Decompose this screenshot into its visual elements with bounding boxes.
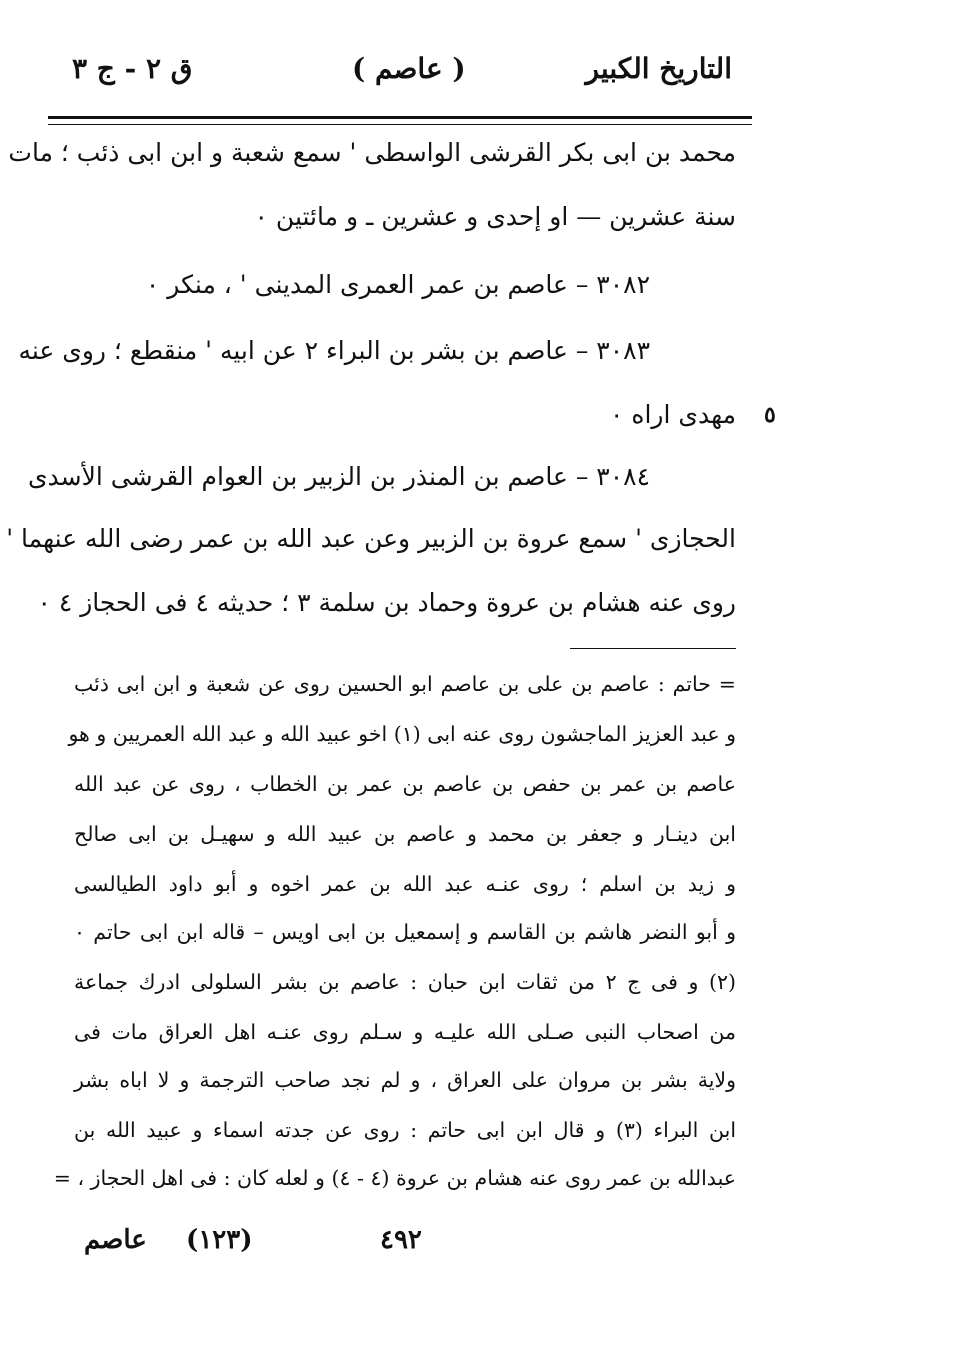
text-line: الحجازى ' سمع عروة بن الزبير وعن عبد الله بن عمر رضى الله عنهما ' xyxy=(6,524,736,553)
text-line: مهدى اراه ٠ xyxy=(610,400,736,429)
entry-3084: ٣٠٨٤ – عاصم بن المنذر بن الزبير بن العوام القرشى الأسدى xyxy=(27,462,650,491)
header-rule-thin xyxy=(48,124,752,125)
header-rule-thick xyxy=(48,116,752,119)
catchword: عاصم xyxy=(84,1225,147,1255)
margin-line-number: ٥ xyxy=(764,402,776,428)
text-line: محمد بن ابى بكر القرشى الواسطى ' سمع شعبة و ابن ابى ذئب ؛ مات xyxy=(8,138,736,167)
page-number: ٤٩٢ xyxy=(380,1225,422,1255)
footnote-line: من اصحاب النبى صـلى الله عليـه و سـلم روى عنـه اهل العراق مات فى xyxy=(74,1020,736,1044)
volume-label: ق ٢ - ج ٣ xyxy=(72,52,193,85)
footnote-line: و زيد بن اسلم ؛ روى عنـه عبد الله بن عمر اخوه و أبو داود الطيالسى xyxy=(74,872,736,896)
footnote-rule xyxy=(570,648,736,649)
section-name: ( عاصم ) xyxy=(352,52,466,85)
book-title: التاريخ الكبير xyxy=(585,52,732,85)
footnote-line: ولاية بشر بن مروان على العراق ، و لم نجد صاحب الترجمة و لا اباه بشر xyxy=(74,1068,736,1092)
footnote-line: عاصم بن عمر بن حفص بن عاصم بن عمر بن الخطاب ، روى عن عبد الله xyxy=(74,772,736,796)
footnote-line: و أبو النضر هاشم بن القاسم و إسمعيل بن ابى اويس – قاله ابن ابى حاتم ٠ xyxy=(74,920,736,944)
entry-3083: ٣٠٨٣ – عاصم بن بشر بن البراء ٢ عن ابيه ' منقطع ؛ روى عنه xyxy=(18,336,650,365)
text-line: روى عنه هشام بن عروة وحماد بن سلمة ٣ ؛ حديثه ٤ فى الحجاز ٤ ٠ xyxy=(37,588,736,617)
footnote-line: (٢) و فى ج ٢ من ثقات ابن حبان : عاصم بن بشر السلولى ادرك جماعة xyxy=(74,970,737,994)
footnote-line: عبدالله بن عمر روى عنه هشام بن عروة (٤ - ٤) و لعله كان : فى اهل الحجاز ، = xyxy=(53,1166,736,1190)
footnote-line: ابن دينـار و جعفر بن محمد و عاصم بن عبيد الله و سهيـل بن ابى صالح xyxy=(74,822,736,846)
entry-count: (١٢٣) xyxy=(186,1225,253,1255)
footnote-line: = حاتم : عاصم بن على بن عاصم ابو الحسين روى عن شعبة و ابن ابى ذئب xyxy=(74,672,736,696)
footnote-line: و عبد العزيز الماجشون روى عنه ابى (١) اخو عبيد الله و عبد الله العمريين و هو xyxy=(68,722,736,746)
text-line: سنة عشرين — او إحدى و عشرين ـ و مائتين ٠ xyxy=(254,202,736,231)
footnote-line: ابن البراء (٣) و قال ابن ابى حاتم : روى عن جدته اسماء و عبيد الله بن xyxy=(74,1118,737,1142)
entry-3082: ٣٠٨٢ – عاصم بن عمر العمرى المدينى ' ، منكر ٠ xyxy=(145,270,650,299)
running-header xyxy=(72,52,732,102)
